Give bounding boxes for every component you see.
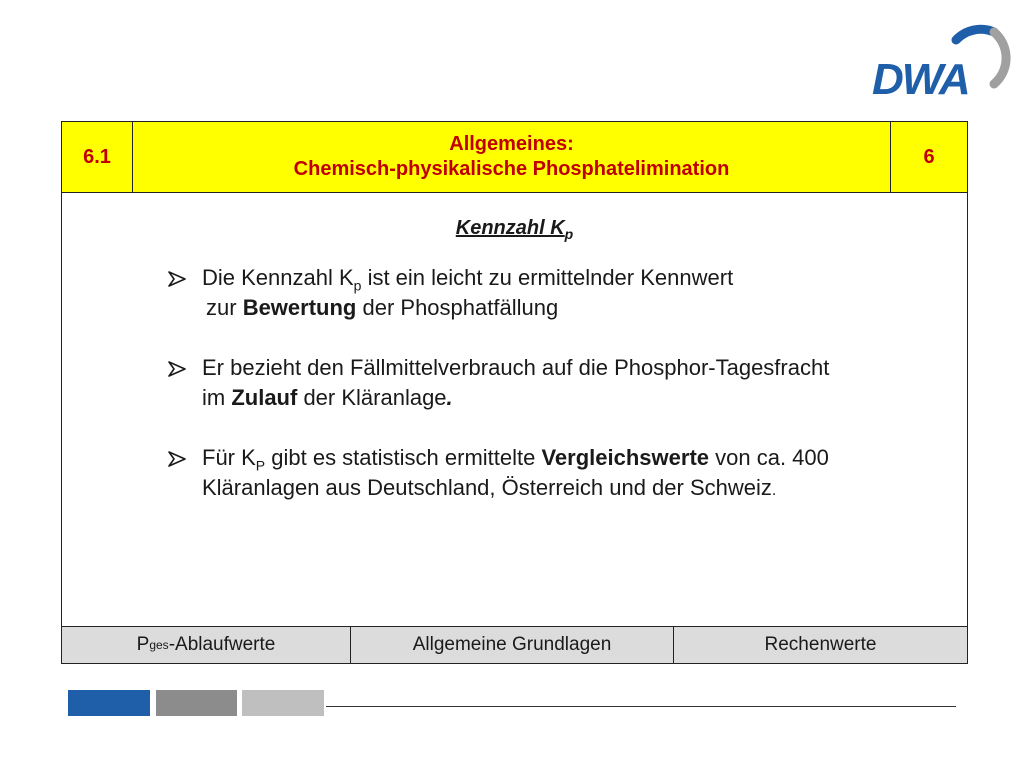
tab-allgemeine-grundlagen[interactable] [351, 627, 674, 663]
footer-tabs [62, 626, 967, 663]
page-number: 6 [923, 145, 935, 168]
slide-frame [61, 121, 968, 664]
header-title [133, 122, 891, 192]
bullet1-line2-post: der Phosphatfällung [356, 295, 559, 320]
header-title-line1: Allgemeines: [449, 133, 574, 155]
content-heading [62, 217, 967, 242]
bottom-bar-light-block [242, 690, 324, 716]
bullet-item [168, 443, 948, 506]
section-number: 6.1 [62, 122, 133, 192]
bullet1-line1-post: ist ein leicht zu ermittelnder Kennwert [361, 265, 734, 290]
bullet3-line2: Kläranlagen aus Deutschland, Österreich und der Schweiz [202, 475, 772, 500]
tab2-label: Allgemeine Grundlagen [412, 634, 612, 655]
arrow-bullet-icon [168, 361, 186, 377]
bullet2-line2-bold: Zulauf [231, 385, 298, 410]
logo-gray-arc [994, 32, 1006, 84]
bullet3-line1-pre: Für K [202, 445, 256, 470]
bullet1-line2-pre: zur [206, 295, 243, 320]
bullet2-line2-end: . [446, 385, 453, 410]
bullet3-line1-mid: gibt es statistisch ermittelte [265, 445, 542, 470]
bottom-bar-line [326, 706, 956, 707]
content-heading-subscript: p [564, 226, 574, 242]
bullet1-line2-bold: Bewertung [242, 295, 357, 320]
arrow-bullet-icon [168, 451, 186, 467]
tab-rechenwerte[interactable] [674, 627, 967, 663]
dwa-logo [868, 18, 1012, 102]
bullet2-line2-pre: im [202, 385, 232, 410]
bullet2-line2-post: der Kläranlage [297, 385, 447, 410]
bullet-list [168, 263, 948, 536]
bullet-item [168, 263, 948, 323]
bottom-bar-blue-block [68, 690, 150, 716]
bullet2-line1: Er bezieht den Fällmittelverbrauch auf die Phosphor-Tagesfracht [202, 355, 830, 380]
tab1-label-post: -Ablaufwerte [168, 634, 276, 655]
bullet3-line1-bold: Vergleichswerte [541, 445, 710, 470]
tab-pges-ablaufwerte[interactable] [62, 627, 351, 663]
bullet1-line1-pre: Die Kennzahl K [202, 265, 354, 290]
logo-blue-arc [956, 29, 994, 40]
bullet3-line1-sub: P [255, 457, 266, 474]
arrow-bullet-icon [168, 271, 186, 287]
content-heading-text: Kennzahl K [455, 217, 565, 239]
bottom-bar-gray-block [156, 690, 237, 716]
tab3-label: Rechenwerte [764, 634, 877, 655]
bullet3-line1-post: von ca. 400 [709, 445, 829, 470]
tab1-label-sub: ges [149, 638, 169, 652]
bullet-item [168, 353, 948, 413]
content-area [62, 193, 967, 629]
logo-text: DWA [872, 55, 969, 102]
header-title-line2: Chemisch-physikalische Phosphatelimination [293, 158, 730, 180]
bottom-decoration-bar [0, 690, 1024, 720]
bullet1-line1-sub: p [353, 277, 362, 294]
header-row [62, 122, 967, 193]
tab1-label-pre: P [136, 634, 150, 655]
bullet3-line2-end: . [771, 482, 777, 499]
